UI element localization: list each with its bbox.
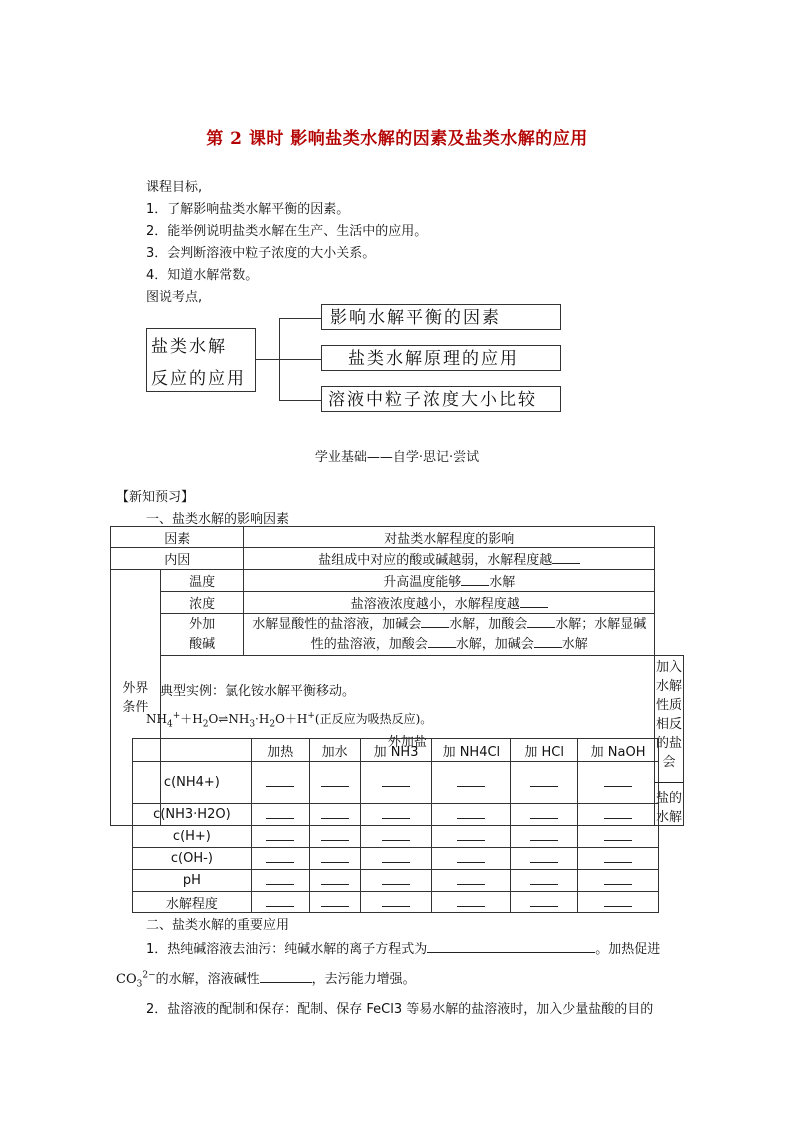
- diagram-connector: [255, 359, 279, 360]
- page-title: 第 2 课时 影响盐类水解的因素及盐类水解的应用: [206, 129, 588, 149]
- table-header: 因素: [111, 527, 244, 548]
- diagram-connector: [279, 400, 321, 401]
- answer-blank: [382, 806, 410, 819]
- goals-heading: 课程目标,: [146, 180, 203, 195]
- answer-blank: [457, 774, 485, 787]
- row-label-external: 外界 条件: [111, 570, 161, 826]
- answer-blank: [604, 850, 632, 863]
- answer-blank: [266, 894, 294, 907]
- part2-item2: 2．盐溶液的配制和保存：配制、保存 FeCl3 等易水解的盐溶液时，加入少量盐酸的目的: [146, 1002, 654, 1017]
- answer-blank: [321, 828, 349, 841]
- answer-blank: [530, 850, 558, 863]
- answer-blank: [604, 872, 632, 885]
- answer-blank: [266, 774, 294, 787]
- diagram-branch-box: 盐类水解原理的应用: [321, 345, 561, 371]
- table-header: [133, 739, 252, 762]
- table-header: 加热: [251, 739, 309, 762]
- answer-blank: [382, 828, 410, 841]
- goal-item: 3．会判断溶液中粒子浓度的大小关系。: [146, 246, 376, 261]
- answer-blank: [530, 828, 558, 841]
- answer-blank: [321, 806, 349, 819]
- goal-item: 4．知道水解常数。: [146, 268, 259, 283]
- row-label: 水解程度: [133, 892, 252, 913]
- table-header: 对盐类水解程度的影响: [244, 527, 655, 548]
- answer-blank: [604, 806, 632, 819]
- answer-blank: [382, 872, 410, 885]
- part2-item1: 1．热纯碱溶液去油污：纯碱水解的离子方程式为 。加热促进: [146, 942, 661, 957]
- diagram-root-line2: 反应的应用: [151, 369, 246, 389]
- answer-blank: [461, 573, 489, 586]
- table-header: 加 NH4Cl: [432, 739, 511, 762]
- diagram-root-box: [146, 328, 256, 392]
- row-label: 浓度: [160, 592, 244, 614]
- preview-tag: 【新知预习】: [116, 490, 195, 505]
- diagram-branch-box: 溶液中粒子浓度大小比较: [321, 386, 561, 412]
- answer-blank: [530, 872, 558, 885]
- answer-blank: [321, 894, 349, 907]
- answer-blank: [534, 635, 562, 648]
- table-cell: 水解显酸性的盐溶液，加碱会 水解，加酸会 水解；水解显碱 性的盐溶液，加酸会 水解，加碱会 水解: [244, 614, 655, 656]
- answer-blank: [321, 872, 349, 885]
- table-cell: 盐溶液浓度越小，水解程度越: [244, 592, 655, 614]
- answer-blank: [604, 828, 632, 841]
- answer-blank: [266, 850, 294, 863]
- row-label: c(NH3·H2O): [133, 804, 252, 826]
- example-intro: 典型实例：氯化铵水解平衡移动。: [160, 684, 356, 699]
- diagram-connector: [279, 359, 321, 360]
- table-header: 加 NaOH: [578, 739, 659, 762]
- answer-blank: [457, 850, 485, 863]
- answer-blank: [321, 850, 349, 863]
- answer-blank: [530, 774, 558, 787]
- table-header: 加 NH3: [360, 739, 432, 762]
- answer-blank: [428, 635, 456, 648]
- answer-blank: [427, 940, 595, 953]
- answer-blank: [266, 806, 294, 819]
- diagram-heading: 图说考点,: [146, 290, 203, 305]
- row-label: c(H+): [133, 826, 252, 848]
- part2-heading: 二、盐类水解的重要应用: [146, 918, 290, 933]
- row-label: 外加盐: [160, 656, 654, 826]
- example-equation: $NH_4^++H_2O\rightleftharpoons NH_3\cdot H_2O+H^+$(正反应为吸热反应)。: [146, 711, 433, 730]
- goal-item: 1．了解影响盐类水解平衡的因素。: [146, 202, 350, 217]
- row-label: 外加 酸碱: [160, 614, 244, 656]
- row-label: 温度: [160, 570, 244, 592]
- answer-blank: [457, 894, 485, 907]
- answer-blank: [530, 894, 558, 907]
- answer-blank: [655, 770, 683, 783]
- answer-blank: [457, 828, 485, 841]
- answer-blank: [552, 551, 580, 564]
- answer-blank: [260, 970, 312, 983]
- answer-blank: [382, 850, 410, 863]
- row-label: 内因: [111, 548, 244, 570]
- answer-blank: [421, 615, 449, 628]
- example-table: [132, 738, 659, 913]
- answer-blank: [266, 828, 294, 841]
- section-title: 学业基础——自学·思记·尝试: [314, 450, 480, 465]
- table-cell: 升高温度能够 水解: [244, 570, 655, 592]
- row-label: c(OH-): [133, 848, 252, 870]
- answer-blank: [527, 615, 555, 628]
- answer-blank: [604, 894, 632, 907]
- row-label: pH: [133, 870, 252, 892]
- answer-blank: [382, 894, 410, 907]
- answer-blank: [457, 806, 485, 819]
- goal-item: 2．能举例说明盐类水解在生产、生活中的应用。: [146, 224, 428, 239]
- part2-item1-cont: $CO_3^{2-}$的水解，溶液碱性 ，去污能力增强。: [116, 970, 416, 990]
- answer-blank: [520, 595, 548, 608]
- diagram-root-line1: 盐类水解: [151, 337, 227, 357]
- answer-blank: [321, 774, 349, 787]
- diagram-connector: [279, 318, 321, 319]
- answer-blank: [604, 774, 632, 787]
- part1-heading: 一、盐类水解的影响因素: [146, 512, 290, 527]
- row-label: c(NH4+): [133, 762, 252, 804]
- answer-blank: [530, 806, 558, 819]
- table-cell: 盐组成中对应的酸或碱越弱，水解程度越: [244, 548, 655, 570]
- answer-blank: [457, 872, 485, 885]
- table-cell: 加入水解性质相反的盐会盐的水解: [655, 656, 684, 826]
- table-header: 加水: [309, 739, 360, 762]
- diagram-branch-box: 影响水解平衡的因素: [321, 304, 561, 330]
- answer-blank: [266, 872, 294, 885]
- answer-blank: [382, 774, 410, 787]
- table-header: 加 HCl: [511, 739, 578, 762]
